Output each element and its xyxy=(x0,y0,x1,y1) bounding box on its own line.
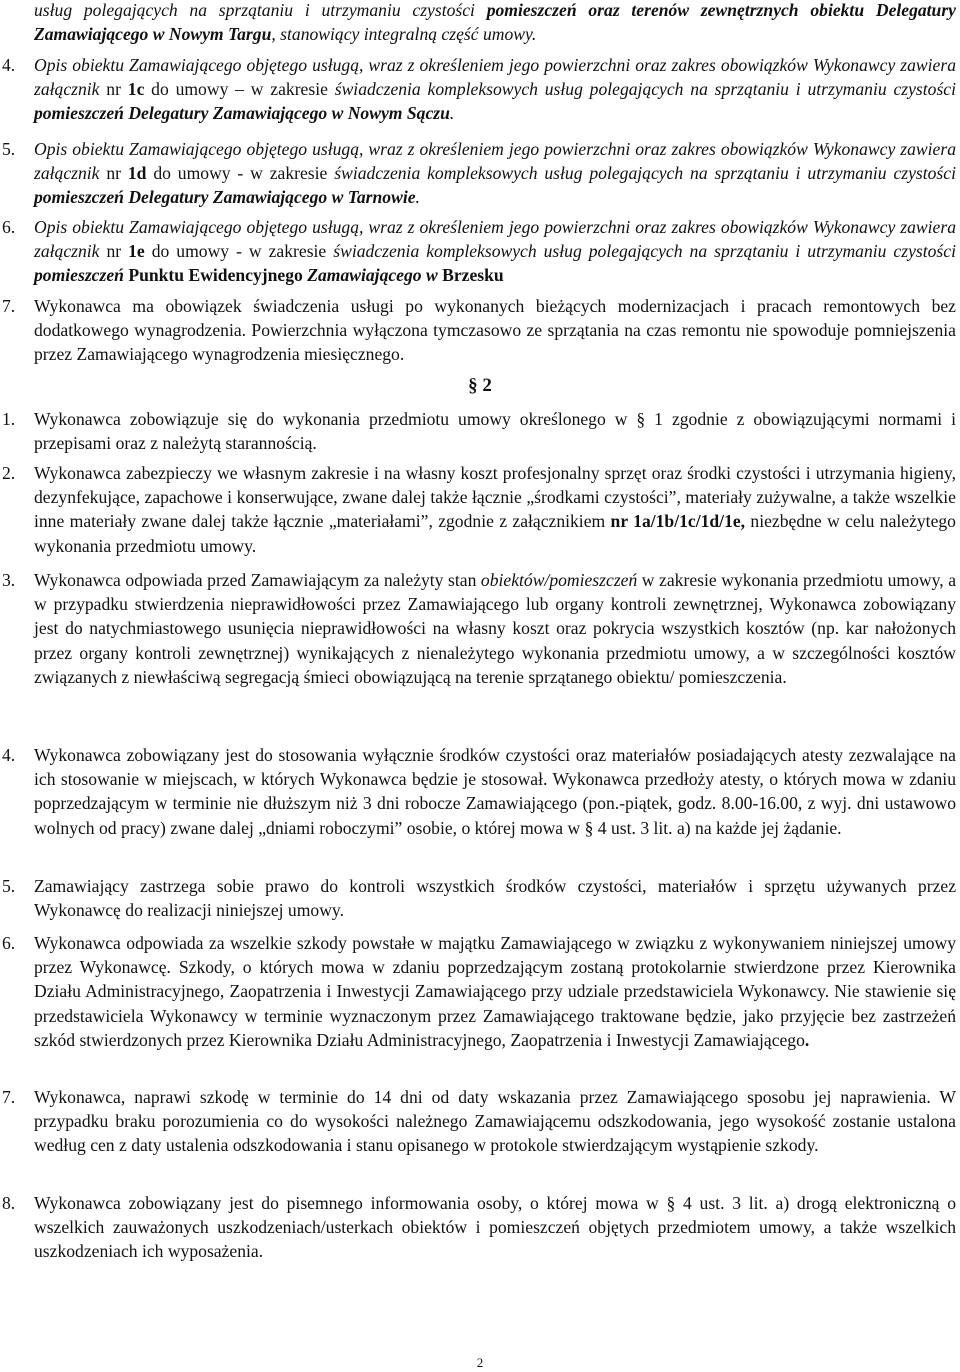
item-number: 4. xyxy=(2,55,16,75)
s1-item-6 xyxy=(0,215,956,288)
item-number: 4. xyxy=(2,745,16,765)
s1-item-5 xyxy=(0,137,956,210)
s2-item-5 xyxy=(0,874,956,922)
item-text: Wykonawca zobowiązuje się do wykonania przedmiotu umowy określonego w § 1 zgodnie z obowiązującymi normami i przepisami oraz z należytą starannością. xyxy=(34,409,956,454)
item-number: 6. xyxy=(2,933,16,953)
s2-item-8 xyxy=(0,1191,956,1264)
item-number: 1. xyxy=(2,409,16,429)
s2-item-1 xyxy=(0,407,956,455)
item-number: 2. xyxy=(2,463,16,483)
item-text: Wykonawca, naprawi szkodę w terminie do 14 dni od daty wskazania przez Zamawiającego sposobu jej naprawienia. W przypadku braku porozumienia co do wysokości należnego Zamawiającemu odszkodowania, jego wysokość zostanie ustalona według cen z daty ustalenia odszkodowania i stanu opisanego w protokole stwierdzającym wystąpienie szkody. xyxy=(34,1087,956,1156)
s2-item-6 xyxy=(0,931,956,1052)
item-number: 5. xyxy=(2,876,16,896)
item-text: Wykonawca zobowiązany jest do pisemnego informowania osoby, o której mowa w § 4 ust. 3 lit. a) drogą elektroniczną o wszelkich zauważonych uszkodzeniach/usterkach obiektów i pomieszczeń objętych przedmiotem umowy, a także wszelkich uszkodzeniach ich wyposażenia. xyxy=(34,1193,956,1262)
item-text: Opis obiektu Zamawiającego objętego usługą, wraz z określeniem jego powierzchni oraz zakres obowiązków Wykonawcy zawiera załącznik nr 1c do umowy – w zakresie świadczenia kompleksowych usług polegających na sprzątaniu i utrzymaniu czystości pomieszczeń Delegatury Zamawiającego w Nowym Sączu. xyxy=(34,55,956,124)
intro-text-2: pomieszczeń oraz terenów zewnętrznych obiektu Delegatury Zamawiającego w Nowym Targu xyxy=(34,0,956,45)
section-heading: § 2 xyxy=(468,375,492,396)
s1-item-7 xyxy=(0,294,956,367)
item-text: Wykonawca ma obowiązek świadczenia usługi po wykonanych bieżących modernizacjach i pracach remontowych bez dodatkowego wynagrodzenia. Powierzchnia wyłączona tymczasowo ze sprzątania na czas remontu nie spowoduje pomniejszenia przez Zamawiającego wynagrodzenia miesięcznego. xyxy=(34,296,956,365)
item-number: 6. xyxy=(2,217,16,237)
s2-item-7 xyxy=(0,1085,956,1158)
s2-item-4 xyxy=(0,743,956,840)
s2-item-3 xyxy=(0,568,956,689)
item-text: Wykonawca odpowiada za wszelkie szkody powstałe w majątku Zamawiającego w związku z wykonywaniem niniejszej umowy przez Wykonawcę. Szkody, o których mowa w zdaniu poprzedzającym zostaną protokolarnie stwierdzone przez Kierownika Działu Administracyjnego, Zaopatrzenia i Inwestycji Zamawiającego przy udziale przedstawiciela Wykonawcy. Nie stawienie się przedstawiciela Wykonawcy w terminie wyznaczonym przez Zamawiającego traktowane będzie, jako przyjęcie bez zastrzeżeń szkód stwierdzonych przez Kierownika Działu Administracyjnego, Zaopatrzenia i Inwestycji Zamawiającego. xyxy=(34,933,956,1050)
item-number: 7. xyxy=(2,1087,16,1107)
page-number: 2 xyxy=(476,1355,484,1370)
s2-item-2 xyxy=(0,461,956,558)
item-text: Zamawiający zastrzega sobie prawo do kontroli wszystkich środków czystości, materiałów i sprzętu używanych przez Wykonawcę do realizacji niniejszej umowy. xyxy=(34,876,956,921)
item-number: 3. xyxy=(2,570,16,590)
item-text: Wykonawca odpowiada przed Zamawiającym za należyty stan obiektów/pomieszczeń w zakresie wykonania przedmiotu umowy, a w przypadku stwierdzenia nieprawidłowości przez Zamawiającego lub organy kontroli zewnętrznej, Wykonawca zobowiązany jest do natychmiastowego usunięcia nieprawidłowości na własny koszt oraz pokrycia wszystkich kosztów (np. kar nałożonych przez organy kontroli zewnętrznej) wynikających z nienależytego wykonania przedmiotu umowy, a w szczególności kosztów związanych z niewłaściwą segregacją śmieci obowiązującą na terenie sprzątanego obiektu/ pomieszczenia. xyxy=(34,570,956,687)
item-text: Wykonawca zobowiązany jest do stosowania wyłącznie środków czystości oraz materiałów posiadających atesty zezwalające na ich stosowanie w miejscach, w których Wykonawca będzie je stosował. Wykonawca przedłoży atesty, o których mowa w zdaniu poprzedzającym w terminie nie dłuższym niż 3 dni robocze Zamawiającego (pon.-piątek, godz. 8.00-16.00, z wyj. dni ustawowo wolnych od pracy) zwane dalej „dniami roboczymi” osobie, o której mowa w § 4 ust. 3 lit. a) na każde jej żądanie. xyxy=(34,745,956,838)
item-text: Wykonawca zabezpieczy we własnym zakresie i na własny koszt profesjonalny sprzęt oraz środki czystości i utrzymania higieny, dezynfekujące, zapachowe i konserwujące, zwane dalej także łącznie „środkami czystości”, materiały zużywalne, a także wszelkie inne materiały zwane dalej także łącznie „materiałami”, zgodnie z załącznikiem nr 1a/1b/1c/1d/1e, niezbędne w celu należytego wykonania przedmiotu umowy. xyxy=(34,463,956,556)
intro-text-1: usług polegających na sprzątaniu i utrzymaniu czystości xyxy=(34,0,487,20)
item-text: Opis obiektu Zamawiającego objętego usługą, wraz z określeniem jego powierzchni oraz zakres obowiązków Wykonawcy zawiera załącznik nr 1d do umowy - w zakresie świadczenia kompleksowych usług polegających na sprzątaniu i utrzymaniu czystości pomieszczeń Delegatury Zamawiającego w Tarnowie. xyxy=(34,139,956,208)
item-number: 8. xyxy=(2,1193,16,1213)
s1-item-4 xyxy=(0,53,956,126)
intro-text-3: , stanowiący integralną część umowy. xyxy=(271,24,537,45)
item-number: 7. xyxy=(2,296,16,316)
intro-paragraph xyxy=(34,0,956,46)
item-number: 5. xyxy=(2,139,16,159)
item-text: Opis obiektu Zamawiającego objętego usługą, wraz z określeniem jego powierzchni oraz zakres obowiązków Wykonawcy zawiera załącznik nr 1e do umowy - w zakresie świadczenia kompleksowych usług polegających na sprzątaniu i utrzymaniu czystości pomieszczeń Punktu Ewidencyjnego Zamawiającego w Brzesku xyxy=(34,217,956,286)
